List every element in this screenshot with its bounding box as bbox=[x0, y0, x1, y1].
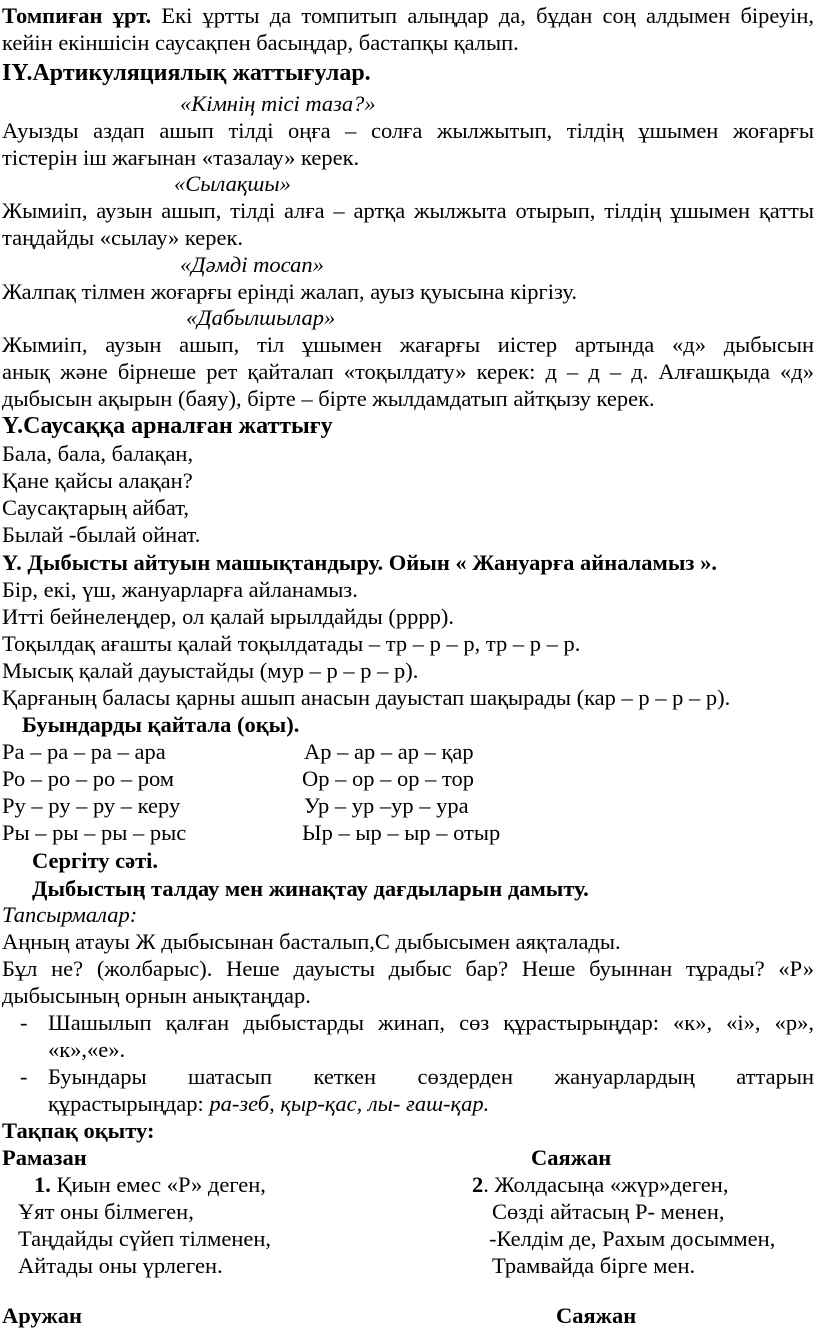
section4-heading: IY.Артикуляциялық жаттығулар. bbox=[2, 60, 371, 86]
bullet2-line-2 bbox=[48, 1090, 489, 1117]
rhyme-line: Саусақтарың айбат, bbox=[2, 495, 190, 520]
exercise3-line-1: Жалпақ тілмен жоғарғы ерінді жалап, ауыз қуысына кіргізу. bbox=[2, 279, 577, 304]
intro-bold-title: Томпиған ұрт. bbox=[2, 3, 152, 28]
exercise4-title: «Дабылшылар» bbox=[186, 305, 336, 330]
syllable-right: Ур – ур –ур – ура bbox=[304, 793, 469, 818]
bullet1-line-2: «к»,«е». bbox=[48, 1037, 126, 1062]
poem-left-line: Айтады оны үрлеген. bbox=[18, 1253, 223, 1278]
syllable-left: Ры – ры – ры – рыс bbox=[2, 820, 187, 845]
bullet2-line-1: Буындары шатасып кеткен сөздерден жануарлардың аттарын bbox=[48, 1064, 814, 1089]
rhyme-line: Қане қайсы алақан? bbox=[2, 468, 193, 493]
task-line: дыбысының орнын анықтаңдар. bbox=[2, 983, 311, 1008]
syllable-right: Ыр – ыр – ыр – отыр bbox=[302, 820, 501, 845]
task-line: Бұл не? (жолбарыс). Неше дауысты дыбыс бар? Неше буыннан тұрады? «Р» bbox=[2, 956, 814, 981]
rhyme-line: Былай -былай ойнат. bbox=[2, 522, 201, 547]
task-line: Аңның атауы Ж дыбысынан басталып,С дыбысымен аяқталады. bbox=[2, 929, 621, 954]
bullet-dash: - bbox=[20, 1010, 28, 1035]
poem-left-line: Таңдайды сүйеп тілменен, bbox=[18, 1226, 272, 1251]
game-line: Мысық қалай дауыстайды (мур – р – р – р). bbox=[2, 658, 419, 683]
syllable-left: Ро – ро – ро – ром bbox=[2, 766, 175, 791]
bullet1-line-1: Шашылып қалған дыбыстарды жинап, сөз құрастырыңдар: «к», «і», «р», bbox=[48, 1010, 814, 1035]
intro-text: Екі ұртты да томпитып алыңдар да, бұдан соң алдымен біреуін, bbox=[151, 3, 814, 28]
exercise4-line-2: анық және бірнеше рет қайталап «тоқылдату» керек: д – д – д. Алғашқыда «д» bbox=[2, 359, 814, 384]
author-left: Рамазан bbox=[2, 1145, 87, 1170]
intro-line-1 bbox=[2, 2, 814, 29]
exercise1-title: «Кімнің тісі таза?» bbox=[180, 91, 376, 116]
analysis-heading: Дыбыстың талдау мен жинақтау дағдыларын дамыту. bbox=[32, 876, 589, 901]
poem-left-number: 1. bbox=[34, 1172, 51, 1197]
author-left-2: Аружан bbox=[2, 1303, 82, 1328]
poem-right-line: Трамвайда бірге мен. bbox=[492, 1253, 696, 1278]
poem-right-number: 2 bbox=[472, 1172, 484, 1197]
section6-heading: Y. Дыбысты айтуын машықтандыру. Ойын « Жануарға айналамыз ». bbox=[2, 550, 717, 575]
game-line: Итті бейнелеңдер, ол қалай ырылдайды (рррр). bbox=[2, 604, 454, 629]
syllable-left: Ра – ра – ра – ара bbox=[2, 739, 166, 764]
exercise1-line-1: Ауызды аздап ашып тілді оңға – солға жылжытып, тілдің ұшымен жоғарғы bbox=[2, 118, 814, 143]
game-line: Қарғаның баласы қарны ашып анасын дауыстап шақырады (кар – р – р – р). bbox=[2, 685, 731, 710]
break-heading: Сергіту сәті. bbox=[32, 848, 159, 873]
tasks-label: Тапсырмалар: bbox=[2, 902, 138, 927]
exercise4-line-1: Жымиіп, аузын ашып, тіл ұшымен жағарғы иістер артында «д» дыбысын bbox=[2, 332, 814, 357]
bullet2-italic: ра-зеб, қыр-қас, лы- ғаш-қар. bbox=[209, 1091, 490, 1116]
poem-right-line: -Келдім де, Рахым досыммен, bbox=[489, 1226, 776, 1251]
syllable-right: Ор – ор – ор – тор bbox=[302, 766, 475, 791]
poem-left-line: Ұят оны білмеген, bbox=[18, 1199, 194, 1224]
poem-left-line-1: 1. Қиын емес «Р» деген, bbox=[34, 1172, 266, 1197]
syllables-heading: Буындарды қайтала (оқы). bbox=[22, 712, 300, 737]
exercise1-line-2: тістерін іш жағынан «тазалау» керек. bbox=[2, 145, 360, 170]
bullet2-plain: құрастырыңдар: bbox=[48, 1091, 210, 1116]
section5-heading: Y.Саусаққа арналған жаттығу bbox=[2, 413, 333, 439]
author-right: Саяжан bbox=[531, 1145, 612, 1170]
poem-right-line: Сөзді айтасың Р- менен, bbox=[492, 1199, 725, 1224]
exercise3-title: «Дәмді тосап» bbox=[180, 252, 324, 277]
game-line: Бір, екі, үш, жануарларға айланамыз. bbox=[2, 577, 358, 602]
exercise2-line-2: таңдайды «сылау» керек. bbox=[2, 225, 244, 250]
rhyme-line: Бала, бала, балақан, bbox=[2, 441, 194, 466]
intro-line-2: кейін екіншісін саусақпен басыңдар, бастапқы қалып. bbox=[2, 30, 519, 55]
exercise2-title: «Сылақшы» bbox=[174, 171, 291, 196]
author-right-2: Саяжан bbox=[556, 1303, 637, 1328]
syllable-right: Ар – ар – ар – қар bbox=[304, 739, 474, 764]
exercise4-line-3: дыбысын ақырын (баяу), бірте – бірте жылдамдатып айтқызу керек. bbox=[2, 386, 655, 411]
game-line: Тоқылдақ ағашты қалай тоқылдатады – тр – р – р, тр – р – р. bbox=[2, 631, 581, 656]
twisters-heading: Тақпақ оқыту: bbox=[2, 1118, 155, 1143]
poem-right-line-1: 2. Жолдасыңа «жүр»деген, bbox=[472, 1172, 729, 1197]
bullet-dash: - bbox=[20, 1064, 28, 1089]
exercise2-line-1: Жымиіп, аузын ашып, тілді алға – артқа жылжыта отырып, тілдің ұшымен қатты bbox=[2, 198, 814, 223]
syllable-left: Ру – ру – ру – керу bbox=[2, 793, 181, 818]
